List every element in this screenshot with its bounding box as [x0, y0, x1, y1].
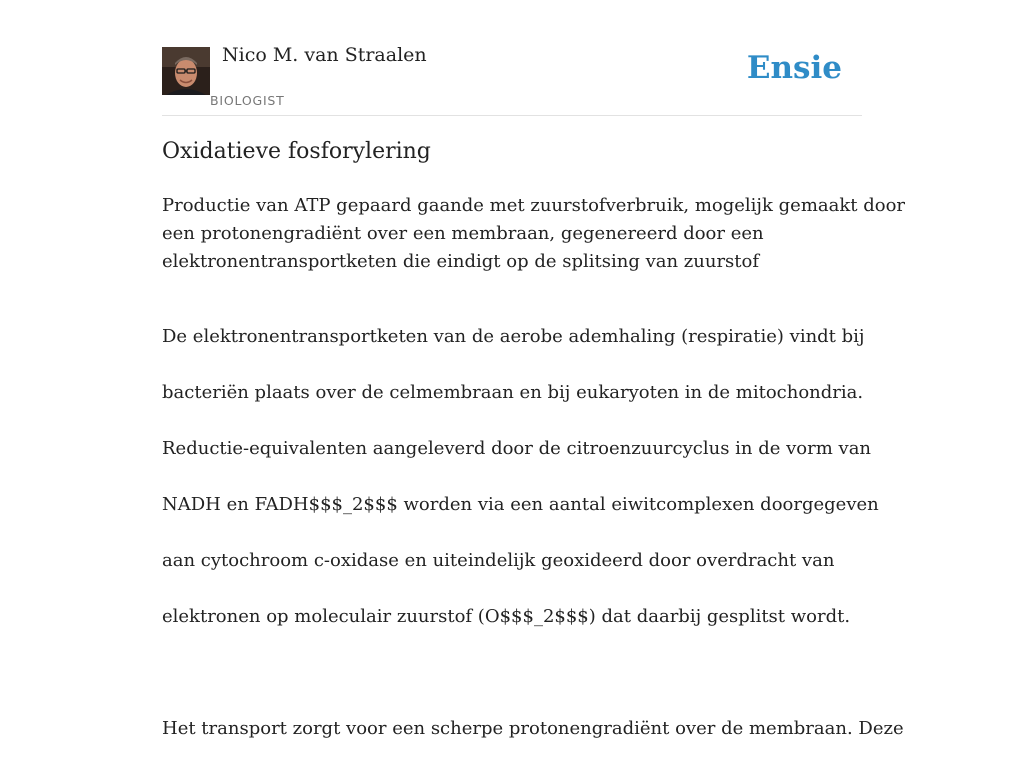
- body-line: Het transport zorgt voor een scherpe protonengradiënt over de membraan. Deze: [162, 718, 904, 739]
- body-line: NADH en FADH$$$_2$$$ worden via een aantal eiwitcomplexen doorgegeven: [162, 494, 879, 515]
- definition-line: Productie van ATP gepaard gaande met zuurstofverbruik, mogelijk gemaakt door: [162, 195, 906, 216]
- body-line: aan cytochroom c-oxidase en uiteindelijk geoxideerd door overdracht van: [162, 550, 835, 571]
- body-line: bacteriën plaats over de celmembraan en bij eukaryoten in de mitochondria.: [162, 382, 864, 403]
- author-role: BIOLOGIST: [210, 93, 285, 108]
- body-line: De elektronentransportketen van de aerobe ademhaling (respiratie) vindt bij: [162, 326, 865, 347]
- author-avatar[interactable]: [162, 47, 210, 95]
- entry-title: Oxidatieve fosforylering: [162, 139, 431, 164]
- body-blank-line: [162, 659, 862, 687]
- ensie-logo[interactable]: Ensie: [746, 50, 842, 86]
- definition-line: een protonengradiënt over een membraan, gegenereerd door een: [162, 223, 764, 244]
- author-name[interactable]: Nico M. van Straalen: [222, 44, 427, 66]
- body-line: Reductie-equivalenten aangeleverd door de citroenzuurcyclus in de vorm van: [162, 438, 872, 459]
- entry-body: [162, 295, 904, 771]
- author-header: [162, 0, 862, 116]
- entry-definition: [162, 192, 906, 276]
- content-container: [162, 0, 906, 739]
- body-line: elektronen op moleculair zuurstof (O$$$_2$$$) dat daarbij gesplitst wordt.: [162, 606, 851, 627]
- avatar-portrait-icon: [162, 47, 210, 95]
- definition-line: elektronentransportketen die eindigt op de splitsing van zuurstof: [162, 251, 760, 272]
